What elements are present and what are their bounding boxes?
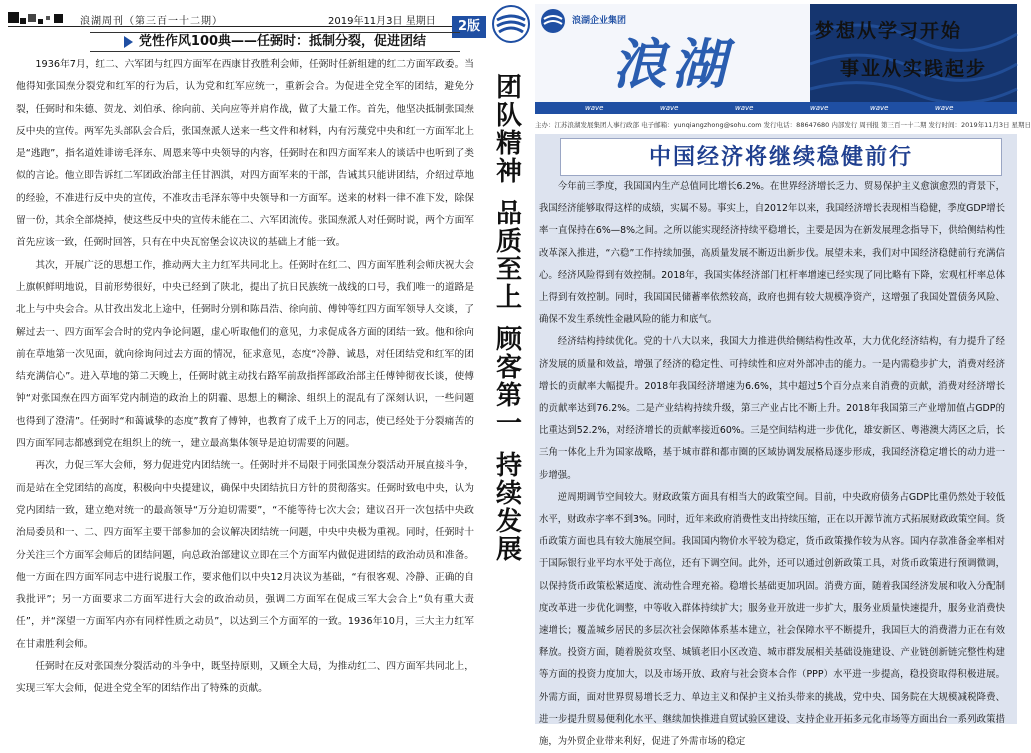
brand-name: 浪湖企业集团 [572, 16, 627, 26]
wave-word: wave [810, 104, 829, 112]
wave-word: wave [660, 104, 679, 112]
article-paragraph: 任弼时在反对张国焘分裂活动的斗争中，既坚持原则，又顾全大局，为推动红二、四方面军共同北上，实现三军大会师，促进全党全军的团结作出了特殊的贡献。 [16, 661, 474, 695]
brand-logo-icon [540, 8, 566, 34]
slogan-char: 队 [495, 101, 522, 131]
left-article [16, 54, 474, 722]
article-paragraph: 经济结构持续优化。党的十八大以来，我国大力推进供给侧结构性改革，大力优化经济结构，有力提升了经济发展的质量和效益，增强了经济的稳定性、可持续性和应对外部冲击的能力。一是内需稳步扩大，消费对经济增长的贡献率大幅提升。2018年我国经济增速为6.6%，其中超过5个百分点来自消费的贡献，消费对经济增长的贡献率达到76.2%。二是产业结构持续升级，第三产业占比不断上升。2018年我国第三产业增加值占GDP的比重达到52.2%，对经济增长的贡献率接近60%。三是空间结构进一步优化，雄安新区、粤港澳大湾区之后，长三角一体化上升为国家战略，基于城市群和都市圈的区域协调发展格局逐步形成，我国经济稳定增长的动力进一步增强。 [539, 336, 1005, 481]
right-article-heading: 中国经济将继续稳健前行 [560, 138, 1002, 176]
header-ornament-square-icon [38, 19, 43, 24]
page-number-badge: 2版 [452, 16, 486, 38]
slogan-char: 展 [495, 535, 522, 565]
article-paragraph: 逆周期调节空间较大。财政政策方面具有相当大的政策空间。目前，中央政府债务占GDP比重仍然处于较低水平，财政赤字率不到3%。同时，近年来政府消费性支出持续压缩，正在以开源节流方式拓展财政政策空间。货币政策方面也具有较大施展空间。我国国内物价水平较为稳定，货币政策操作较为从容。国内存款准备金率相对于国际银行业平均水平处于高位，还有下调空间。此外，还可以通过创新政策工具，对货币政策进行预调微调，以保持货币政策松紧适度、流动性合理充裕。稳增长基础更加巩固。消费方面，随着我国经济发展和收入分配制度改革进一步优化调整，中等收入群体持续扩大；服务业开放进一步扩大，服务业质量快速提升，服务业消费快速增长；覆盖城乡居民的多层次社会保障体系基本建立，社会保障水平不断提升，我国巨大的消费潜力正在有效释放。投资方面，随着脱贫攻坚、城镇老旧小区改造、城市群发展相关基础设施建设、产业链创新链完整性构建等方面的投资力度加大，以及市场开放、政府与社会资本合作（PPP）水平进一步提高，稳投资取得积极进展。外需方面，面对世界贸易增长乏力、单边主义和保护主义抬头带来的挑战，党中央、国务院在大规模减税降费、进一步提升贸易便利化水平、继续加快推进自贸试验区建设、支持企业开拓多元化市场等方面出台一系列政策措施，为外贸企业带来利好，促进了外需市场的稳定 [539, 491, 1005, 748]
header-ornament-square-icon [46, 16, 50, 20]
slogan-char: 至 [495, 255, 522, 285]
header-ornament-square-icon [8, 12, 19, 23]
right-article [539, 176, 1005, 748]
header-ornament-square-icon [28, 14, 36, 22]
wave-word: wave [870, 104, 889, 112]
slogan-gap [491, 312, 527, 326]
header-ornament-square-icon [20, 18, 26, 24]
column-title [90, 32, 460, 52]
paper-issue-info: 浪湖周刊（第三百一十二期） [80, 16, 223, 27]
slogan-char: 一 [495, 409, 522, 439]
wave-word: wave [585, 104, 604, 112]
slogan-char: 第 [495, 381, 522, 411]
slogan-char: 客 [495, 353, 522, 383]
triangle-marker-icon [124, 36, 133, 48]
slogan-char: 发 [495, 507, 522, 537]
slogan-char: 续 [495, 479, 522, 509]
slogan-gap [491, 186, 527, 200]
slogan-char: 精 [495, 129, 522, 159]
slogan-gap [491, 438, 527, 452]
slogan-char: 上 [495, 283, 522, 313]
wave-word: wave [935, 104, 954, 112]
slogan-char: 神 [495, 157, 522, 187]
motto-line-2: 事业从实践起步 [840, 58, 988, 80]
article-paragraph: 今年前三季度，我国国内生产总值同比增长6.2%。在世界经济增长乏力、贸易保护主义愈演愈烈的背景下，我国经济能够取得这样的成绩，实属不易。事实上，自2012年以来，我国经济增长表现相当稳健，季度GDP增长率一直保持在6%—8%之间。之所以能实现经济持续平稳增长，主要是因为在新发展理念指导下，供给侧结构性改革深入推进，“六稳”工作持续加强，高质量发展不断迈出新步伐。展望未来，我们对中国经济稳健前行充满信心。经济风险得到有效控制。2018年，我国实体经济部门杠杆率增速已经实现了同比略有下降，宏观杠杆率总体上得到有效控制。同时，我国国民储蓄率依然较高，政府也拥有较大规模净资产，这增强了我国处置债务风险、确保不发生系统性金融风险的能力和底气。 [539, 181, 1005, 326]
article-paragraph: 1936年7月，红二、六军团与红四方面军在西康甘孜胜利会师，任弼时任新组建的红二方面军政委。当他得知张国焘分裂党和红军的行为后，认为党和红军应统一，重新会合。为促进全党全军的团结，避免分裂，任弼时和朱德、贺龙、刘伯承、徐向前、关向应等并肩作战，做了大量工作。首先，他坚决抵制张国焘反中央的宣传。两军先头部队会合后，张国焘派人送来一些文件和材料，内有污蔑党中央和红一方面军北上是“逃跑”，指名道姓诽谤毛泽东、周恩来等中央领导的内容，任弼时在和四方面军来人的谈话中也听到了类似的言论。他立即告诉红二军团政治部主任甘泗淇，对四方面军来的干部，告诫其只能讲团结，介绍过草地的经验，不准进行反中央的宣传，不准攻击毛泽东等中央领导和一方面军。送来的材料一律不准下发，除保留一份，其余全部烧掉，使这些反中央的宣传未能在二、六军团流传。张国焘派人对任弼时说，两个方面军首先应该一致，任弼时回答，只有在中央瓦窑堡会议决议的基础上才能一致。 [16, 59, 474, 249]
vertical-slogan [491, 74, 527, 634]
issue-date: 2019年11月3日 星期日 [328, 16, 436, 27]
slogan-char: 质 [495, 227, 522, 257]
wave-word: wave [735, 104, 754, 112]
slogan-char: 持 [495, 451, 522, 481]
article-paragraph: 其次，开展广泛的思想工作，推动两大主力红军共同北上。任弼时在红二、四方面军胜利会师庆祝大会上旗帜鲜明地说，目前形势很好，中央已经到了陕北，提出了抗日民族统一战线的口号，我们唯一的道路是北上与中央会合。从甘孜出发北上途中，任弼时分别和陈昌浩、徐向前、傅钟等红四方面军领导人交谈，了解过去一、四方面军会合时的党内争论问题，虚心听取他们的意见，力求促成各方面的团结一致。他和徐向前在草地第一次见面，就向徐询问过去方面的情况，征求意见，态度“冷静、诚恳，对任团结党和红军的团结充满信心”。进入草地的第二天晚上，任弼时就主动找右路军前敌指挥部政治部主任傅钟彻夜长谈，使傅钟“对张国焘在四方面军党内制造的政治上的阴霾、思想上的糊涂、组织上的混乱有了深刻认识，一些问题也得到了澄清”。任弼时“和蔼诚挚的态度”教育了傅钟，也教育了成千上万的同志，使已经处于分裂痛苦的四方面军同志都感到党在组织上的统一，建立最高集体领导是迫切需要的问题。 [16, 259, 474, 450]
company-logo-icon [491, 4, 531, 44]
article-paragraph: 再次，力促三军大会师，努力促进党内团结统一。任弼时并不局限于同张国焘分裂活动开展直接斗争，而是站在全党团结的高度，积极向中央提建议，确保中央团结抗日方针的贯彻落实。任弼时致电中央，认为党内团结一致，建立绝对统一的最高领导“万分迫切需要”，“不能等待七次大会；建议召开一次包括中央政治局委员和一、二、四方面军主要干部参加的会议解决团结统一问题，中央中央极为重视。同时，任弼时十分关注三个方面军会师后的团结问题，向总政治部建议立即在三个方面军内做促进团结的政治动员和准备。他一方面在四方面军同志中进行说服工作，要求他们以中央12月决议为基础，“有很客观、冷静、正确的自我批评”；另一方面要求二方面军进行大会的政治动员，强调二方面军在促成三军大会合上“负有重大责任”，并“深望一方面军内亦有同样性质之动员”，以达到三个方面军的一致。1936年10月，三大主力红军在甘肃胜利会师。 [16, 460, 474, 650]
header-ornament-square-icon [54, 14, 63, 23]
slogan-char: 品 [495, 199, 522, 229]
column-title-text: 党性作风100典——任弼时：抵制分裂，促进团结 [138, 34, 427, 49]
publication-info-bar: 主办：江苏浪湖发展集团人事行政部 电子邮箱：yunqiangzhong@sohu.com 发行电话：88647680 内部发行 周刊报 第三百一十二期 发行时间：2019年11月3日 星期日 [535, 121, 1031, 129]
slogan-char: 顾 [495, 325, 522, 355]
motto-line-1: 梦想从学习开始 [815, 20, 963, 42]
masthead-title: 浪湖 [612, 32, 732, 96]
slogan-char: 团 [495, 73, 522, 103]
